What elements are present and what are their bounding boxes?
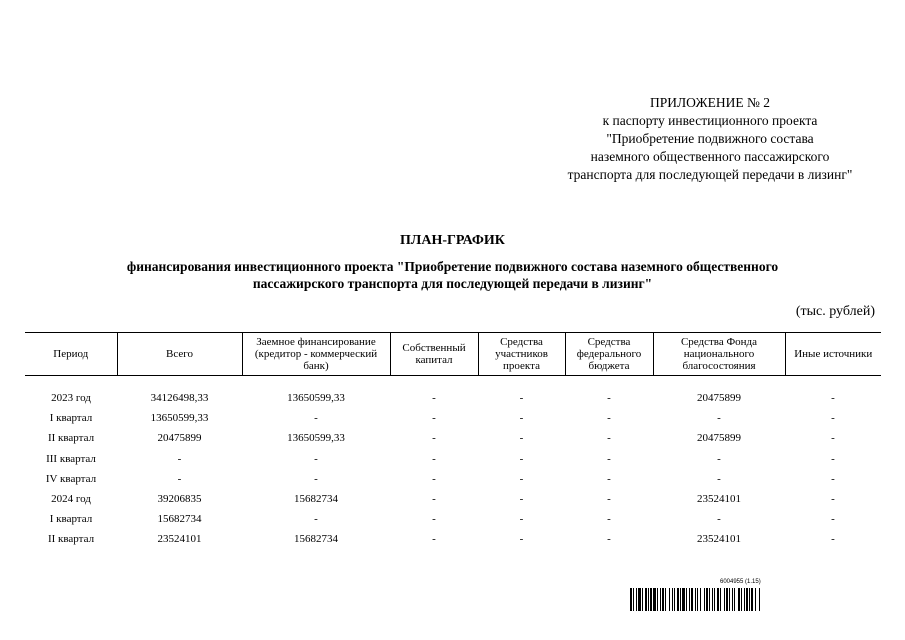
barcode-bar bbox=[760, 588, 761, 611]
table-cell: - bbox=[519, 392, 524, 405]
table-cell: - bbox=[831, 472, 835, 485]
column-header-participants: Средства участников проекта bbox=[478, 333, 565, 376]
table-cell: 34126498,33 bbox=[150, 392, 209, 405]
appendix-line: наземного общественного пассажирского bbox=[590, 149, 830, 164]
table-cell: - bbox=[717, 412, 721, 425]
table-cell: - bbox=[519, 412, 524, 425]
appendix-line: транспорта для последующей передачи в лизинг" bbox=[567, 167, 853, 182]
table-cell: - bbox=[831, 432, 835, 445]
table-spacer-row bbox=[25, 376, 881, 389]
table-header-row bbox=[25, 333, 881, 376]
appendix-header bbox=[540, 94, 880, 184]
column-header-total: Всего bbox=[117, 333, 242, 376]
appendix-line: "Приобретение подвижного состава bbox=[606, 131, 814, 146]
table-cell: 2024 год bbox=[51, 493, 91, 506]
table-row bbox=[25, 469, 881, 489]
table-cell: - bbox=[831, 452, 835, 465]
table-cell: - bbox=[607, 533, 611, 546]
table-cell: - bbox=[717, 452, 721, 465]
unit-label: (тыс. рублей) bbox=[795, 304, 875, 319]
table-cell: 2023 год bbox=[51, 392, 91, 405]
table-cell: - bbox=[432, 472, 436, 485]
table-cell: IV квартал bbox=[45, 472, 97, 485]
table-cell: 15682734 bbox=[157, 513, 202, 526]
table-cell: 20475899 bbox=[697, 392, 741, 405]
table-cell: - bbox=[607, 392, 611, 405]
table-row bbox=[25, 408, 881, 428]
appendix-line: ПРИЛОЖЕНИЕ № 2 bbox=[649, 95, 771, 110]
table-cell: - bbox=[432, 392, 436, 405]
table-row bbox=[25, 388, 881, 408]
table-cell: - bbox=[519, 493, 524, 506]
table-cell: - bbox=[607, 493, 611, 506]
table-cell: - bbox=[432, 452, 436, 465]
table-cell: 23524101 bbox=[697, 493, 741, 506]
barcode-label: 6004955 (1.15) bbox=[720, 579, 761, 585]
table-cell: - bbox=[432, 513, 436, 526]
table-cell: - bbox=[177, 472, 182, 485]
table-cell: III квартал bbox=[46, 452, 96, 465]
table-cell: 13650599,33 bbox=[287, 392, 345, 405]
table-cell: II квартал bbox=[47, 533, 95, 546]
financing-schedule-table bbox=[25, 332, 881, 550]
table-cell: - bbox=[432, 432, 436, 445]
column-header-loan: Заемное финансирование (кредитор - коммерческий банк) bbox=[242, 333, 390, 376]
table-cell: - bbox=[831, 412, 835, 425]
table-cell: 15682734 bbox=[294, 533, 338, 546]
table-body bbox=[25, 376, 881, 550]
table-cell: - bbox=[607, 432, 611, 445]
table-cell: - bbox=[607, 452, 611, 465]
table-cell: I квартал bbox=[49, 513, 93, 526]
table-cell: - bbox=[519, 513, 524, 526]
table-cell: I квартал bbox=[49, 412, 93, 425]
table-cell: - bbox=[432, 533, 436, 546]
table-cell: - bbox=[717, 472, 721, 485]
table-cell: - bbox=[831, 513, 835, 526]
table-row bbox=[25, 449, 881, 469]
appendix-line: к паспорту инвестиционного проекта bbox=[602, 113, 818, 128]
table-cell: - bbox=[314, 452, 318, 465]
table-row bbox=[25, 509, 881, 529]
table-cell: - bbox=[314, 412, 318, 425]
table-cell: 13650599,33 bbox=[150, 412, 209, 425]
subtitle-line-2: пассажирского транспорта для последующей передачи в лизинг" bbox=[252, 276, 653, 291]
table-cell: - bbox=[831, 392, 835, 405]
table-cell: II квартал bbox=[47, 432, 95, 445]
column-header-other-sources: Иные источники bbox=[785, 333, 881, 376]
table-cell: - bbox=[607, 513, 611, 526]
table-cell: - bbox=[607, 412, 611, 425]
table-row bbox=[25, 428, 881, 448]
table-cell: - bbox=[519, 452, 524, 465]
column-header-national-wealth-fund: Средства Фонда национального благосостояния bbox=[653, 333, 785, 376]
table-cell: - bbox=[519, 472, 524, 485]
column-header-equity: Собственный капитал bbox=[390, 333, 478, 376]
table-cell: 39206835 bbox=[157, 493, 202, 506]
table-cell: - bbox=[831, 533, 835, 546]
table-cell: 20475899 bbox=[157, 432, 202, 445]
table-cell: - bbox=[519, 533, 524, 546]
table-cell: - bbox=[432, 493, 436, 506]
table-cell: 20475899 bbox=[697, 432, 741, 445]
table-cell: 23524101 bbox=[697, 533, 741, 546]
table-cell: 23524101 bbox=[157, 533, 202, 546]
table-row bbox=[25, 529, 881, 549]
document-title: ПЛАН-ГРАФИК bbox=[400, 233, 505, 248]
barcode bbox=[630, 588, 874, 611]
table-cell: - bbox=[177, 452, 182, 465]
subtitle-line-1: финансирования инвестиционного проекта "Приобретение подвижного состава наземного общественного bbox=[126, 259, 779, 274]
column-header-period: Период bbox=[25, 333, 117, 376]
table-cell: - bbox=[314, 472, 318, 485]
table-cell: - bbox=[717, 513, 721, 526]
document-subtitle bbox=[40, 258, 865, 292]
table-cell: 15682734 bbox=[294, 493, 338, 506]
table-cell: - bbox=[432, 412, 436, 425]
table-cell: - bbox=[831, 493, 835, 506]
table-row bbox=[25, 489, 881, 509]
table-cell: 13650599,33 bbox=[287, 432, 345, 445]
table-cell: - bbox=[314, 513, 318, 526]
table-cell: - bbox=[519, 432, 524, 445]
column-header-federal-budget: Средства федерального бюджета bbox=[565, 333, 653, 376]
table-cell: - bbox=[607, 472, 611, 485]
